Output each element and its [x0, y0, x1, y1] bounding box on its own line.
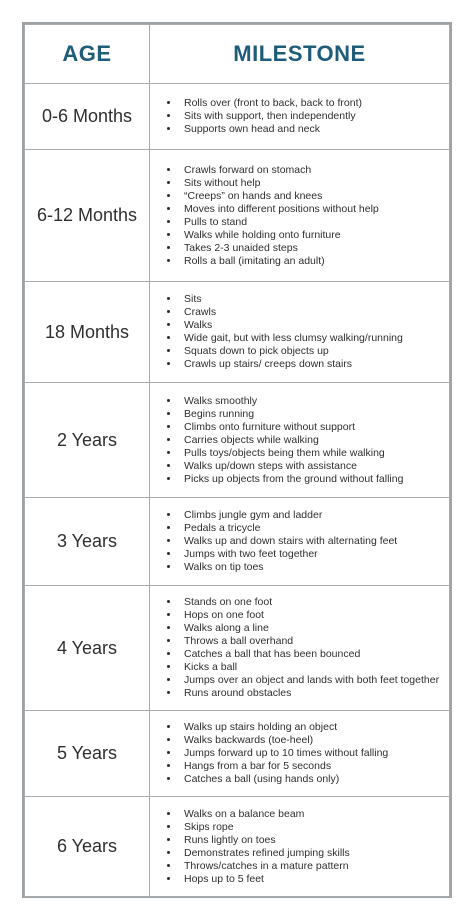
milestone-item: • Walks along a line — [180, 622, 449, 635]
milestone-item: • Pulls to stand — [180, 216, 449, 229]
milestones-cell — [150, 586, 450, 711]
milestone-item: • Climbs jungle gym and ladder — [180, 509, 449, 522]
milestone-item: • Hops on one foot — [180, 609, 449, 622]
milestone-item: • Jumps with two feet together — [180, 548, 449, 561]
milestones-cell — [150, 498, 450, 586]
milestone-item: • Walks up stairs holding an object — [180, 721, 449, 734]
milestone-list — [150, 395, 449, 486]
milestone-item: • Hangs from a bar for 5 seconds — [180, 760, 449, 773]
milestone-item: • Supports own head and neck — [180, 123, 449, 136]
milestone-item: • Moves into different positions without help — [180, 203, 449, 216]
milestone-item: • Walks smoothly — [180, 395, 449, 408]
milestone-item: • Rolls a ball (imitating an adult) — [180, 255, 449, 268]
table-row — [25, 282, 450, 383]
table-row — [25, 586, 450, 711]
milestone-item: • Catches a ball that has been bounced — [180, 648, 449, 661]
milestones-cell — [150, 150, 450, 282]
milestone-item: • Sits — [180, 293, 449, 306]
age-cell: 6 Years — [25, 797, 150, 897]
milestones-cell — [150, 797, 450, 897]
table-row — [25, 711, 450, 797]
milestone-item: • Catches a ball (using hands only) — [180, 773, 449, 786]
milestone-item: • Begins running — [180, 408, 449, 421]
table-row — [25, 150, 450, 282]
milestone-item: • Walks up/down steps with assistance — [180, 460, 449, 473]
age-cell: 5 Years — [25, 711, 150, 797]
milestone-item: • Jumps forward up to 10 times without falling — [180, 747, 449, 760]
milestone-item: • Runs around obstacles — [180, 687, 449, 700]
table-row — [25, 84, 450, 150]
age-column-header: AGE — [25, 25, 150, 84]
age-cell: 18 Months — [25, 282, 150, 383]
milestone-column-header: MILESTONE — [150, 25, 450, 84]
milestone-item: • Pedals a tricycle — [180, 522, 449, 535]
milestone-list — [150, 509, 449, 574]
milestone-item: • Crawls — [180, 306, 449, 319]
milestone-item: • Carries objects while walking — [180, 434, 449, 447]
milestone-item: • Jumps over an object and lands with both feet together — [180, 674, 449, 687]
milestone-item: • Walks — [180, 319, 449, 332]
milestone-item: • Walks while holding onto furniture — [180, 229, 449, 242]
milestone-item: • Hops up to 5 feet — [180, 873, 449, 886]
milestones-cell — [150, 711, 450, 797]
milestone-item: • Kicks a ball — [180, 661, 449, 674]
table-row — [25, 498, 450, 586]
milestone-item: • Walks up and down stairs with alternating feet — [180, 535, 449, 548]
milestone-item: • Picks up objects from the ground without falling — [180, 473, 449, 486]
table-row — [25, 383, 450, 498]
milestone-item: • Squats down to pick objects up — [180, 345, 449, 358]
milestone-list — [150, 808, 449, 886]
milestone-item: • Sits without help — [180, 177, 449, 190]
milestone-item: • Demonstrates refined jumping skills — [180, 847, 449, 860]
milestone-table — [24, 24, 450, 897]
milestone-table-frame — [22, 22, 452, 898]
milestone-item: • Crawls forward on stomach — [180, 164, 449, 177]
table-row — [25, 797, 450, 897]
milestone-item: • “Creeps” on hands and knees — [180, 190, 449, 203]
age-cell: 6-12 Months — [25, 150, 150, 282]
milestone-item: • Skips rope — [180, 821, 449, 834]
milestones-cell — [150, 282, 450, 383]
milestone-item: • Walks on a balance beam — [180, 808, 449, 821]
milestone-item: • Walks on tip toes — [180, 561, 449, 574]
milestone-list — [150, 596, 449, 700]
milestone-item: • Crawls up stairs/ creeps down stairs — [180, 358, 449, 371]
milestone-item: • Throws/catches in a mature pattern — [180, 860, 449, 873]
age-cell: 0-6 Months — [25, 84, 150, 150]
age-cell: 2 Years — [25, 383, 150, 498]
milestone-item: • Takes 2-3 unaided steps — [180, 242, 449, 255]
milestone-item: • Pulls toys/objects being them while walking — [180, 447, 449, 460]
milestone-item: • Walks backwards (toe-heel) — [180, 734, 449, 747]
milestone-item: • Runs lightly on toes — [180, 834, 449, 847]
milestone-item: • Throws a ball overhand — [180, 635, 449, 648]
milestone-list — [150, 97, 449, 136]
milestone-list — [150, 721, 449, 786]
table-body — [25, 84, 450, 897]
milestone-item: • Stands on one foot — [180, 596, 449, 609]
milestone-item: • Climbs onto furniture without support — [180, 421, 449, 434]
header-row — [25, 25, 450, 84]
milestone-list — [150, 164, 449, 268]
milestones-cell — [150, 383, 450, 498]
milestones-cell — [150, 84, 450, 150]
milestone-list — [150, 293, 449, 371]
age-cell: 3 Years — [25, 498, 150, 586]
milestone-item: • Rolls over (front to back, back to front) — [180, 97, 449, 110]
milestone-item: • Wide gait, but with less clumsy walking/running — [180, 332, 449, 345]
age-cell: 4 Years — [25, 586, 150, 711]
milestone-item: • Sits with support, then independently — [180, 110, 449, 123]
